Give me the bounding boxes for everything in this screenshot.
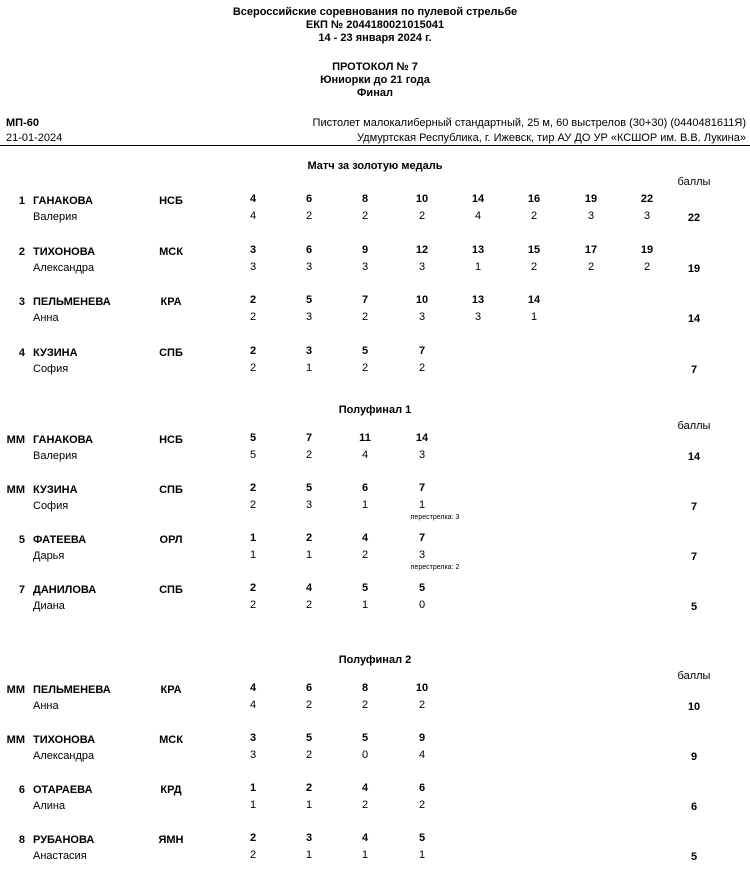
series-score: 1 [530, 311, 538, 323]
cumulative-score: 3 [305, 832, 313, 844]
athlete-surname: ФАТЕЕВА [33, 534, 87, 546]
series-score: 3 [418, 311, 426, 323]
athlete-surname: ГАНАКОВА [33, 434, 93, 446]
series-score: 2 [643, 261, 651, 273]
athlete-surname: ОТАРАЕВА [33, 784, 93, 796]
athlete-points: 7 [690, 364, 698, 376]
event-code: МП-60 [6, 117, 39, 129]
cumulative-score: 4 [361, 782, 369, 794]
points-header: баллы [677, 420, 711, 432]
series-score: 2 [249, 362, 257, 374]
athlete-name: Алина [33, 800, 66, 812]
athlete-surname: КУЗИНА [33, 484, 78, 496]
series-score: 1 [305, 799, 313, 811]
points-header: баллы [677, 176, 711, 188]
series-score: 2 [530, 261, 538, 273]
series-score: 3 [643, 210, 651, 222]
ekp-number: ЕКП № 2044180021015041 [305, 19, 445, 31]
series-score: 2 [249, 311, 257, 323]
series-score: 1 [361, 599, 369, 611]
athlete-rank: ММ [6, 734, 25, 746]
section-title: Матч за золотую медаль [307, 160, 443, 172]
shoot-off-note: перестрелка: 3 [410, 514, 460, 521]
athlete-rank: 5 [18, 534, 25, 546]
cumulative-score: 7 [418, 532, 426, 544]
athlete-rank: 8 [18, 834, 25, 846]
cumulative-score: 4 [361, 532, 369, 544]
athlete-name: Анна [33, 312, 59, 324]
series-score: 1 [361, 849, 369, 861]
series-score: 4 [249, 699, 257, 711]
series-score: 2 [418, 799, 426, 811]
cumulative-score: 9 [418, 732, 426, 744]
athlete-region: СПБ [159, 347, 183, 359]
athlete-surname: ТИХОНОВА [33, 734, 96, 746]
section-title: Полуфинал 1 [338, 404, 412, 416]
cumulative-score: 16 [527, 193, 541, 205]
athlete-points: 5 [690, 601, 698, 613]
series-score: 2 [530, 210, 538, 222]
cumulative-score: 5 [361, 732, 369, 744]
cumulative-score: 7 [418, 345, 426, 357]
cumulative-score: 2 [305, 782, 313, 794]
series-score: 2 [249, 849, 257, 861]
series-score: 1 [305, 849, 313, 861]
cumulative-score: 4 [305, 582, 313, 594]
athlete-points: 7 [690, 501, 698, 513]
cumulative-score: 6 [361, 482, 369, 494]
cumulative-score: 7 [305, 432, 313, 444]
series-score: 2 [249, 599, 257, 611]
cumulative-score: 5 [361, 345, 369, 357]
cumulative-score: 14 [471, 193, 485, 205]
series-score: 3 [305, 499, 313, 511]
athlete-name: София [33, 500, 69, 512]
cumulative-score: 6 [305, 193, 313, 205]
athlete-points: 6 [690, 801, 698, 813]
series-score: 2 [305, 599, 313, 611]
cumulative-score: 2 [249, 294, 257, 306]
athlete-region: НСБ [159, 434, 183, 446]
athlete-surname: ДАНИЛОВА [33, 584, 97, 596]
athlete-name: Валерия [33, 211, 78, 223]
event-description: Пистолет малокалиберный стандартный, 25 м, 60 выстрелов (30+30) (0440481611Я) [312, 117, 746, 129]
cumulative-score: 5 [418, 832, 426, 844]
athlete-name: Диана [33, 600, 65, 612]
cumulative-score: 11 [359, 432, 371, 444]
series-score: 2 [361, 549, 369, 561]
athlete-rank: ММ [6, 484, 25, 496]
series-score: 2 [305, 449, 313, 461]
athlete-points: 7 [690, 551, 698, 563]
athlete-region: СПБ [159, 584, 183, 596]
series-score: 2 [361, 699, 369, 711]
cumulative-score: 3 [249, 244, 257, 256]
shoot-off-note: перестрелка: 2 [410, 564, 460, 571]
cumulative-score: 4 [249, 682, 257, 694]
series-score: 1 [361, 499, 369, 511]
series-score: 3 [418, 449, 426, 461]
cumulative-score: 2 [249, 832, 257, 844]
series-score: 4 [361, 449, 369, 461]
stage-title: Финал [357, 87, 393, 99]
series-score: 1 [249, 549, 257, 561]
athlete-name: Анна [33, 700, 59, 712]
series-score: 3 [305, 311, 313, 323]
cumulative-score: 13 [471, 244, 485, 256]
athlete-surname: КУЗИНА [33, 347, 78, 359]
series-score: 1 [305, 549, 313, 561]
athlete-region: КРА [160, 684, 182, 696]
series-score: 2 [305, 699, 313, 711]
cumulative-score: 2 [249, 482, 257, 494]
event-date: 21-01-2024 [6, 132, 63, 144]
athlete-rank: 7 [18, 584, 25, 596]
series-score: 3 [249, 749, 257, 761]
athlete-region: МСК [159, 734, 183, 746]
athlete-rank: 4 [18, 347, 25, 359]
cumulative-score: 5 [305, 482, 313, 494]
athlete-surname: ПЕЛЬМЕНЕВА [33, 684, 111, 696]
cumulative-score: 7 [418, 482, 426, 494]
cumulative-score: 13 [471, 294, 485, 306]
athlete-region: МСК [159, 246, 183, 258]
athlete-rank: 2 [18, 246, 25, 258]
athlete-name: Валерия [33, 450, 78, 462]
event-venue: Удмуртская Республика, г. Ижевск, тир АУ ДО УР «КСШОР им. В.В. Лукина» [357, 132, 746, 144]
series-score: 0 [418, 599, 426, 611]
athlete-points: 22 [687, 212, 701, 224]
points-header: баллы [677, 670, 711, 682]
cumulative-score: 2 [249, 345, 257, 357]
cumulative-score: 8 [361, 682, 369, 694]
athlete-points: 14 [687, 451, 701, 463]
athlete-region: НСБ [159, 195, 183, 207]
athlete-name: София [33, 363, 69, 375]
athlete-region: ОРЛ [159, 534, 183, 546]
athlete-surname: РУБАНОВА [33, 834, 95, 846]
cumulative-score: 1 [249, 532, 257, 544]
series-score: 3 [249, 261, 257, 273]
series-score: 2 [361, 362, 369, 374]
athlete-rank: 3 [18, 296, 25, 308]
header-divider [0, 145, 750, 146]
series-score: 3 [474, 311, 482, 323]
series-score: 1 [249, 799, 257, 811]
series-score: 0 [361, 749, 369, 761]
cumulative-score: 4 [361, 832, 369, 844]
series-score: 2 [418, 699, 426, 711]
cumulative-score: 15 [527, 244, 541, 256]
series-score: 1 [474, 261, 482, 273]
series-score: 3 [587, 210, 595, 222]
category-title: Юниорки до 21 года [320, 74, 430, 86]
cumulative-score: 10 [415, 193, 429, 205]
competition-title: Всероссийские соревнования по пулевой стрельбе [232, 6, 518, 18]
cumulative-score: 14 [415, 432, 429, 444]
athlete-surname: ПЕЛЬМЕНЕВА [33, 296, 111, 308]
athlete-points: 10 [687, 701, 701, 713]
cumulative-score: 8 [361, 193, 369, 205]
series-score: 2 [305, 749, 313, 761]
protocol-title: ПРОТОКОЛ № 7 [332, 61, 418, 73]
cumulative-score: 2 [249, 582, 257, 594]
cumulative-score: 12 [415, 244, 429, 256]
cumulative-score: 14 [527, 294, 541, 306]
series-score: 5 [249, 449, 257, 461]
athlete-points: 9 [690, 751, 698, 763]
athlete-points: 14 [687, 313, 701, 325]
cumulative-score: 6 [305, 682, 313, 694]
athlete-name: Анастасия [33, 850, 87, 862]
cumulative-score: 10 [415, 682, 429, 694]
cumulative-score: 3 [249, 732, 257, 744]
series-score: 4 [474, 210, 482, 222]
athlete-surname: ГАНАКОВА [33, 195, 93, 207]
cumulative-score: 7 [361, 294, 369, 306]
series-score: 3 [361, 261, 369, 273]
cumulative-score: 4 [249, 193, 257, 205]
competition-dates: 14 - 23 января 2024 г. [318, 32, 432, 44]
athlete-region: СПБ [159, 484, 183, 496]
series-score: 3 [418, 549, 426, 561]
series-score: 2 [587, 261, 595, 273]
athlete-name: Александра [33, 262, 95, 274]
athlete-region: КРД [160, 784, 182, 796]
cumulative-score: 10 [415, 294, 429, 306]
cumulative-score: 6 [305, 244, 313, 256]
athlete-rank: 1 [18, 195, 25, 207]
cumulative-score: 19 [640, 244, 654, 256]
series-score: 3 [305, 261, 313, 273]
series-score: 1 [305, 362, 313, 374]
series-score: 2 [361, 210, 369, 222]
series-score: 2 [305, 210, 313, 222]
athlete-name: Дарья [33, 550, 65, 562]
cumulative-score: 5 [361, 582, 369, 594]
athlete-region: ЯМН [158, 834, 184, 846]
cumulative-score: 2 [305, 532, 313, 544]
series-score: 4 [418, 749, 426, 761]
athlete-points: 19 [687, 263, 701, 275]
series-score: 1 [418, 849, 426, 861]
cumulative-score: 17 [584, 244, 598, 256]
athlete-name: Александра [33, 750, 95, 762]
series-score: 2 [361, 799, 369, 811]
series-score: 2 [361, 311, 369, 323]
athlete-rank: 6 [18, 784, 25, 796]
section-title: Полуфинал 2 [338, 654, 412, 666]
cumulative-score: 1 [249, 782, 257, 794]
cumulative-score: 5 [305, 732, 313, 744]
cumulative-score: 19 [584, 193, 598, 205]
cumulative-score: 9 [361, 244, 369, 256]
athlete-surname: ТИХОНОВА [33, 246, 96, 258]
cumulative-score: 3 [305, 345, 313, 357]
cumulative-score: 5 [305, 294, 313, 306]
athlete-rank: ММ [6, 434, 25, 446]
series-score: 4 [249, 210, 257, 222]
cumulative-score: 5 [249, 432, 257, 444]
cumulative-score: 22 [640, 193, 654, 205]
cumulative-score: 5 [418, 582, 426, 594]
series-score: 2 [418, 210, 426, 222]
series-score: 2 [249, 499, 257, 511]
cumulative-score: 6 [418, 782, 426, 794]
athlete-region: КРА [160, 296, 182, 308]
series-score: 3 [418, 261, 426, 273]
athlete-points: 5 [690, 851, 698, 863]
series-score: 1 [418, 499, 426, 511]
athlete-rank: ММ [6, 684, 25, 696]
series-score: 2 [418, 362, 426, 374]
